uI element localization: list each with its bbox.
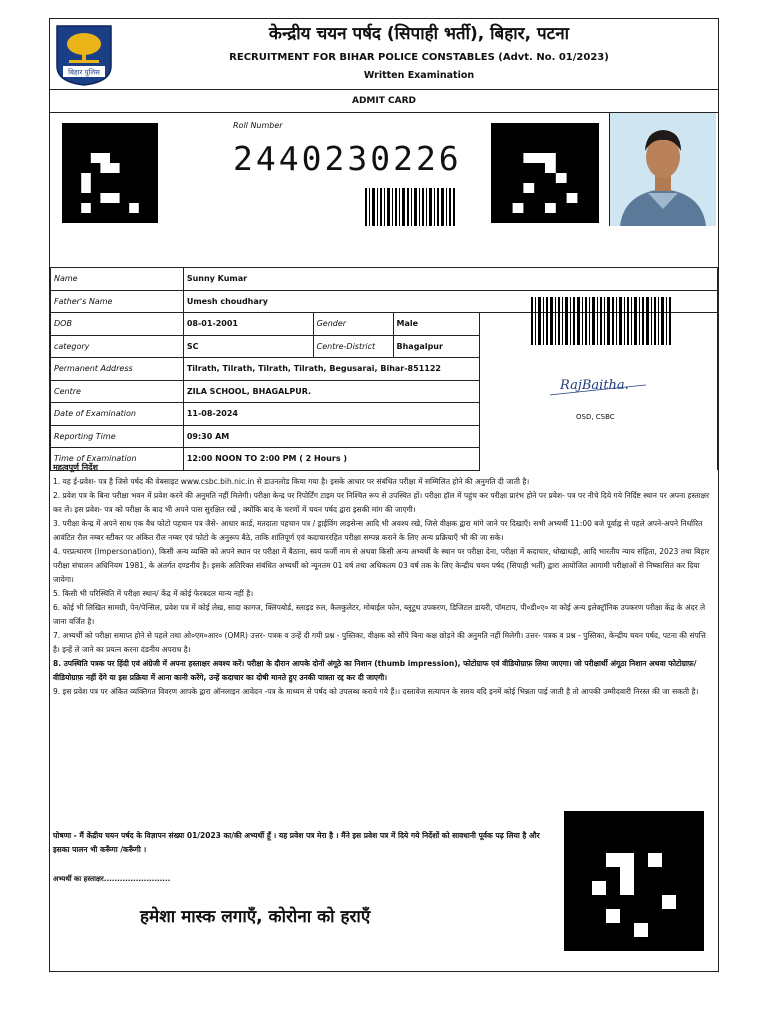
mask-slogan: हमेशा मास्क लगाएँ, कोरोना को हराएँ xyxy=(140,907,371,927)
roll-number: 2440230226 xyxy=(233,139,462,178)
dob-label: DOB xyxy=(51,313,184,336)
instruction-3: 3. परीक्षा केन्द्र में अपने साथ एक वैध फोटो पहचान पत्र जैसे- आधार कार्ड, मतदाता पहचान पत्र / ड्राईविंग लाइसेन्स आदि भी अवश्य रखे, जिसे वीक्षक द्वारा मांगे जाने पर दिखाएँ। सभी अभ्यर्थी 11:00 बजे पूर्वाह्न से पहले अपने-अपने निर्धारित आवंटित रौल नम्बर स्टीकर पर अंकित रौल नम्बर एवं फोटो के अनुरूप बैठे, ताकि शांतिपूर्ण एवं कदाचाररहित परीक्षा सम्पन्न कराने के लिए अन्य प्रक्रियाएँ भी की जा सके। xyxy=(53,519,703,542)
father-name: Umesh choudhary xyxy=(183,290,717,313)
admit-card xyxy=(49,18,719,972)
dob-value: 08-01-2001 xyxy=(183,313,313,336)
district-value: Bhagalpur xyxy=(393,335,480,358)
instruction-8: 8. उपस्थिति पत्रक पर हिंदी एवं अंग्रेजी में अपना हस्ताक्षर अवश्य करें। परीक्षा के दौरान आपके दोनों अंगूठे का निशान (thumb impression), फोटोग्राफ एवं वीडियोग्राफ़ लिया जाएगा। जो परीक्षार्थी अंगूठा निशान अथवा फोटोग्राफ़/वीडियोग्राफ़ नहीं देंगे या इस प्रक्रिया में आना कानी करेंगे, उन्हें कदाचार का दोषी मानते हुए उनकी पात्रता रद्द कर दी जाएगी। xyxy=(53,659,697,682)
header-subtitle: RECRUITMENT FOR BIHAR POLICE CONSTABLES (Advt. No. 01/2023) xyxy=(229,52,609,63)
officer-signature xyxy=(546,371,666,401)
instructions-title: महत्वपूर्ण निर्देश xyxy=(53,463,98,472)
instruction-9: 9. इस प्रवेश पत्र पर अंकित व्यक्तिगत विवरण आपके द्वारा ऑनलाइन आवेदन -पत्र के माध्यम से पर्षद को उपलब्ध कराये गये हैं।। दस्तावेज सत्यापन के समय यदि इनमें कोई भिन्नता पाई जाती है तो आपकी उम्मीदवारी निरस्त की जा सकती है। xyxy=(53,687,699,696)
reporting-time-label: Reporting Time xyxy=(51,425,184,448)
address-value: Tilrath, Tilrath, Tilrath, Tilrath, Begusarai, Bihar-851122 xyxy=(183,358,480,381)
instruction-1: 1. यह ई-प्रवेश- पत्र है जिसे पर्षद की वेबसाइट www.csbc.bih.nic.in से डाउनलोड किया गया है। इसके आधार पर संबंधित परीक्षा में सम्मिलित होने की अनुमति दी जाती है। xyxy=(53,477,530,486)
bihar-police-logo xyxy=(55,24,113,86)
district-label: Centre-District xyxy=(313,335,393,358)
important-instructions xyxy=(53,461,715,699)
gender-value: Male xyxy=(393,313,480,336)
candidate-name: Sunny Kumar xyxy=(183,268,717,291)
logo-text: बिहार पुलिस xyxy=(68,68,100,77)
candidate-photo xyxy=(609,113,716,226)
barcode-signature-box xyxy=(481,291,719,459)
roll-number-label: Roll Number xyxy=(233,121,283,130)
address-label: Permanent Address xyxy=(51,358,184,381)
signatory-designation: OSD, CSBC xyxy=(576,413,615,421)
category-label: category xyxy=(51,335,184,358)
exam-time-value: 12:00 NOON TO 2:00 PM ( 2 Hours ) xyxy=(183,448,480,471)
reporting-time-value: 09:30 AM xyxy=(183,425,480,448)
exam-date-label: Date of Examination xyxy=(51,403,184,426)
header-title: केन्द्रीय चयन पर्षद (सिपाही भर्ती), बिहार, पटना xyxy=(268,24,570,44)
father-name-label: Father's Name xyxy=(51,290,184,313)
roll-barcode xyxy=(365,188,455,226)
table-row xyxy=(51,268,718,291)
qr-code-right xyxy=(491,123,599,223)
exam-type: Written Examination xyxy=(363,70,475,81)
centre-value: ZILA SCHOOL, BHAGALPUR. xyxy=(183,380,480,403)
instruction-4: 4. परप्रत्थारण (Impersonation), किसी अन्य व्यक्ति को अपने स्थान पर परीक्षा में बैठाना, स्वयं फर्जी नाम से अथवा किसी अन्य अभ्यर्थी के स्थान पर परीक्षा देना, परीक्षा में कदाचार, धोखाधड़ी, आदि भारतीय न्याय संहिता, 2023 तथा बिहार परीक्षा संचालन अधिनियम 1981, के अंतर्गत दण्डनीय है। इसके अतिरिक्त संबंधित अभ्यर्थी को न्यूनतम 01 वर्ष तथा अधिकतम 03 वर्ष तक के लिए केन्द्रीय चयन पर्षद (सिपाही भर्ती) द्वारा आयोजित आगामी परीक्षाओं से निष्कासित कर दिया जायेगा। xyxy=(53,547,710,584)
category-value: SC xyxy=(183,335,313,358)
instruction-7: 7. अभ्यर्थी को परीक्षा समाप्त होने से पहले तथा ओ०एम०आर० (OMR) उत्तर- पत्रक व उन्हें दी गयी प्रश्न - पुस्तिका, वीक्षक को सौंपे बिना कक्ष छोड़ने की अनुमति नहीं मिलेगी। उत्तर- पत्रक व प्रश्न - पुस्तिका, केन्द्रीय चयन पर्षद, पटना की संपत्ति है। इन्हें ले जाने का प्रयत्न करना दंडनीय अपराध है। xyxy=(53,631,706,654)
instruction-6: 6. कोई भी लिखित सामग्री, पेन/पेन्सिल, प्रवेश पत्र में कोई लेख, सादा कागज, क्लिपबोर्ड, स्लाइड रुल, कैलकुलेटर, मोबाईल फोन, ब्लूटूथ उपकरण, डिजिटल डायरी, पॉमटाप, पी०डी०ए० या कोई अन्य इलेक्ट्रॉनिक उपकरण परीक्षा केंद्र के अंदर ले जाना वर्जित है। xyxy=(53,603,706,626)
qr-code-bottom xyxy=(564,811,704,951)
candidate-barcode xyxy=(531,297,671,345)
declaration: घोषणा - मैं केंद्रीय चयन पर्षद के विज्ञापन संख्या 01/2023 का/की अभ्यर्थी हूँ । यह प्रवेश पत्र मेरा है । मैंने इस प्रवेश पत्र में दिये गये निर्देशों को सावधानी पूर्वक पढ़ लिया है और इसका पालन भी करूँगा /करूँगी । xyxy=(53,831,540,854)
admit-card-label: ADMIT CARD xyxy=(50,90,718,113)
candidate-signature-label: अभ्यर्थी का हस्ताक्षर......................... xyxy=(53,875,171,883)
instruction-2: 2. प्रवेश पत्र के बिना परीक्षा भवन में प्रवेश करने की अनुमति नहीं मिलेगी। परीक्षा केन्द्र पर रिपोर्टिंग टाइम पर निश्चित रूप से उपस्थित हों। परीक्षा हॉल में पहुंच कर परीक्षा प्रारंभ होने पर प्रवेश- पत्र पर नीचे दिये गये निर्दिष्ट स्थान पर अपना हस्ताक्षर कर लें। इस प्रवेश- पत्र को परीक्षा के बाद भी अपने पास सुरक्षित रखें , क्योंकि बाद के चरणों में चयन पर्षद द्वारा इसकी मांग की जाएगी। xyxy=(53,491,710,514)
header xyxy=(50,19,718,90)
exam-date-value: 11-08-2024 xyxy=(183,403,480,426)
centre-label: Centre xyxy=(51,380,184,403)
signature-text: RajBaitha. xyxy=(560,378,629,393)
exam-time-label: Time of Examination xyxy=(51,448,184,471)
gender-label: Gender xyxy=(313,313,393,336)
instruction-5: 5. किसी भी परिस्थिति में परीक्षा स्थान/ केंद्र में कोई फेरबदल मान्य नहीं है। xyxy=(53,589,254,598)
roll-section xyxy=(50,113,718,268)
name-label: Name xyxy=(51,268,184,291)
qr-code-left xyxy=(62,123,158,223)
